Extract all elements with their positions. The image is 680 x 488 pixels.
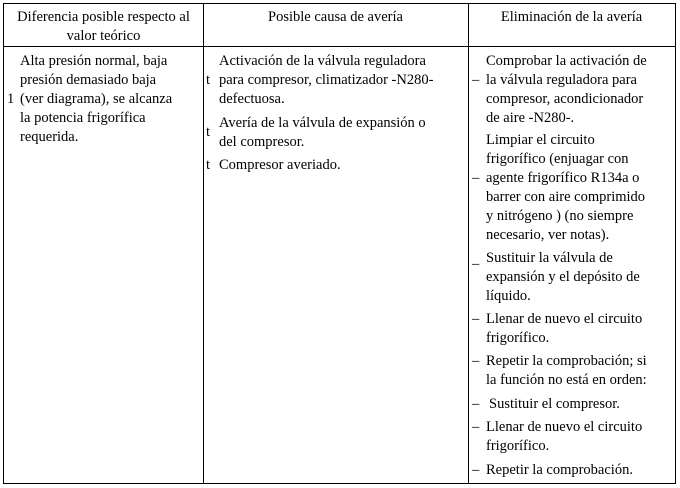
row-number: 1 xyxy=(7,91,15,107)
header-divider xyxy=(4,46,675,47)
remedy-bullet: – xyxy=(472,419,480,435)
header-difference-line: Diferencia posible respecto al xyxy=(17,9,190,25)
fault-table xyxy=(3,3,676,484)
remedy-text: Sustituir la válvula de expansión y el depósito de líquido. xyxy=(486,250,640,304)
header-difference-line: valor teórico xyxy=(66,28,141,44)
cause-bullet: t xyxy=(206,124,211,140)
remedy-bullet: – xyxy=(472,396,480,412)
remedy-text: Llenar de nuevo el circuito frigorífico. xyxy=(486,419,643,454)
cause-bullet: t xyxy=(206,157,211,173)
remedy-bullet: – xyxy=(472,170,480,186)
column-divider xyxy=(203,4,204,483)
cause-text: Compresor averiado. xyxy=(219,157,341,173)
cause-text: Activación de la válvula reguladora para compresor, climatizador -N280- defectuosa. xyxy=(219,53,434,107)
header-remedy: Eliminación de la avería xyxy=(500,9,643,25)
column-divider xyxy=(468,4,469,483)
cause-bullet: t xyxy=(206,72,211,88)
remedy-bullet: – xyxy=(472,462,480,478)
remedy-text: Llenar de nuevo el circuito frigorífico. xyxy=(486,311,643,346)
remedy-text: Sustituir el compresor. xyxy=(489,396,620,412)
remedy-bullet: – xyxy=(472,256,480,272)
remedy-text: Comprobar la activación de la válvula reguladora para compresor, acondicionador de aire -N280-. xyxy=(486,53,647,126)
cause-text: Avería de la válvula de expansión o del compresor. xyxy=(219,115,426,150)
header-cause: Posible causa de avería xyxy=(268,9,403,25)
remedy-text: Repetir la comprobación; si la función no está en orden: xyxy=(486,353,647,388)
remedy-bullet: – xyxy=(472,72,480,88)
difference-text: Alta presión normal, baja presión demasiado baja (ver diagrama), se alcanza la potencia frigorífica requerida. xyxy=(20,53,173,145)
remedy-bullet: – xyxy=(472,311,480,327)
remedy-bullet: – xyxy=(472,353,480,369)
remedy-text: Limpiar el circuito frigorífico (enjuagar con agente frigorífico R134a o barrer con aire comprimido y nitrógeno ) (no siempre necesario, ver notas). xyxy=(486,132,646,243)
remedy-text: Repetir la comprobación. xyxy=(486,462,633,478)
header-difference xyxy=(4,8,203,46)
